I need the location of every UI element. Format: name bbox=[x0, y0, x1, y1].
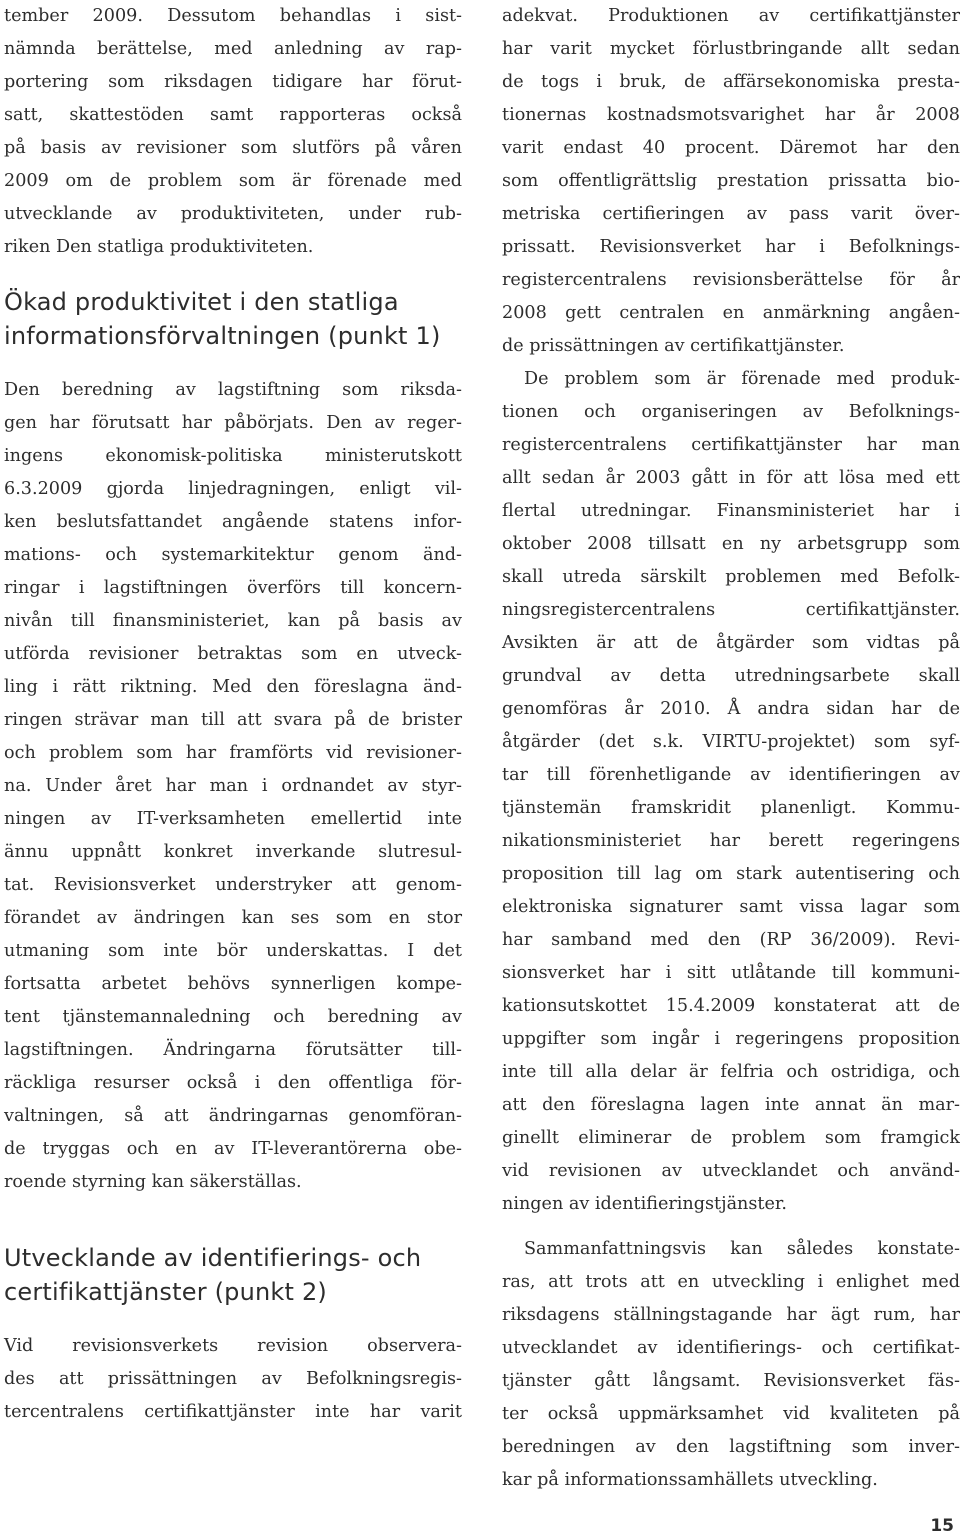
intro-paragraph bbox=[4, 0, 462, 264]
text-line: ginellt eliminerar de problem som framgick bbox=[502, 1128, 960, 1148]
text-line: skall utreda särskilt problemen med Befolk- bbox=[502, 567, 960, 587]
text-line: riken Den statliga produktiviteten. bbox=[4, 237, 314, 257]
text-line: prissatt. Revisionsverket har i Befolknings- bbox=[502, 237, 960, 257]
text-line: 2008 gett centralen en anmärkning angåen- bbox=[502, 303, 960, 323]
text-line: har varit mycket förlustbringande allt sedan bbox=[502, 39, 960, 59]
text-line: roende styrning kan säkerställas. bbox=[4, 1172, 302, 1192]
text-line: att den föreslagna lagen inte annat än mar- bbox=[502, 1095, 960, 1115]
text-line: mations- och systemarkitektur genom änd- bbox=[4, 545, 462, 565]
text-line: des att prissättningen av Befolkningsregis- bbox=[4, 1369, 462, 1389]
text-line: ling i rätt riktning. Med den föreslagna änd- bbox=[4, 677, 462, 697]
text-line: registercentralens revisionsberättelse för år bbox=[502, 270, 960, 290]
text-line: sionsverket har i sitt utlåtande till kommuni- bbox=[502, 963, 960, 983]
section-heading-identification bbox=[4, 1241, 462, 1309]
text-line: adekvat. Produktionen av certifikattjänster bbox=[502, 6, 960, 26]
text-line: utvecklande av produktiviteten, under rub- bbox=[4, 204, 462, 224]
paragraph-problems bbox=[502, 363, 960, 1221]
text-line: na. Under året har man i ordnandet av styr- bbox=[4, 776, 462, 796]
text-line: oktober 2008 tillsatt en ny arbetsgrupp som bbox=[502, 534, 960, 554]
text-line: förandet av ändringen kan ses som en stor bbox=[4, 908, 462, 928]
text-line: lagstiftningen. Ändringarna förutsätter till- bbox=[4, 1040, 462, 1060]
text-line: tionen och organiseringen av Befolknings- bbox=[502, 402, 960, 422]
text-line: 2009 om de problem som är förenade med bbox=[4, 171, 462, 191]
text-line: 6.3.2009 gjorda linjedragningen, enligt vil- bbox=[4, 479, 462, 499]
text-line: nämnda berättelse, med anledning av rap- bbox=[4, 39, 462, 59]
text-line: och problem som har framförts vid revisioner- bbox=[4, 743, 462, 763]
text-line: räckliga resurser också i den offentliga för- bbox=[4, 1073, 462, 1093]
text-line: har samband med den (RP 36/2009). Revi- bbox=[502, 930, 960, 950]
text-line: Avsikten är att de åtgärder som vidtas på bbox=[502, 633, 960, 653]
text-line: varit endast 40 procent. Däremot har den bbox=[502, 138, 960, 158]
text-line: allt sedan år 2003 gått in för att lösa med ett bbox=[502, 468, 960, 488]
text-line: grundval av detta utredningsarbete skall bbox=[502, 666, 960, 686]
section-productivity-body bbox=[4, 374, 462, 1199]
text-line: kationsutskottet 15.4.2009 konstaterat att de bbox=[502, 996, 960, 1016]
text-line: ringar i lagstiftningen överförs till koncern- bbox=[4, 578, 462, 598]
text-line: De problem som är förenade med produk- bbox=[524, 369, 960, 389]
text-line: de tryggas och en av IT-leverantörerna obe- bbox=[4, 1139, 462, 1159]
text-line: ningsregistercentralens certifikattjänster. bbox=[502, 600, 960, 620]
text-line: genomföras år 2010. Å andra sidan har de bbox=[502, 699, 960, 719]
text-line: nikationsministeriet har berett regeringens bbox=[502, 831, 960, 851]
text-line: tar till förenhetligande av identifieringen av bbox=[502, 765, 960, 785]
text-line: tember 2009. Dessutom behandlas i sist- bbox=[4, 6, 462, 26]
text-line: gen har förutsatt har påbörjats. Den av reger- bbox=[4, 413, 462, 433]
section-heading-productivity bbox=[4, 285, 462, 353]
text-line: på basis av revisioner som slutförs på våren bbox=[4, 138, 462, 158]
section-identification-body bbox=[4, 1330, 462, 1429]
text-line: tercentralens certifikattjänster inte har varit bbox=[4, 1402, 462, 1422]
text-line: åtgärder (det s.k. VIRTU-projektet) som syf- bbox=[502, 732, 960, 752]
text-line: uppgifter som ingår i regeringens proposition bbox=[502, 1029, 960, 1049]
text-line: tat. Revisionsverket understryker att genom- bbox=[4, 875, 462, 895]
heading-line: certifikattjänster (punkt 2) bbox=[4, 1278, 327, 1306]
text-line: ken beslutsfattandet angående statens infor- bbox=[4, 512, 462, 532]
text-line: portering som riksdagen tidigare har förut- bbox=[4, 72, 462, 92]
heading-line: Ökad produktivitet i den statliga bbox=[4, 288, 399, 316]
text-line: de prissättningen av certifikattjänster. bbox=[502, 336, 845, 356]
text-line: ter också uppmärksamhet vid kvaliteten på bbox=[502, 1404, 960, 1424]
text-line: de togs i bruk, de affärsekonomiska presta- bbox=[502, 72, 960, 92]
text-line: inte till alla delar är felfria och ostridiga, och bbox=[502, 1062, 960, 1082]
text-line: ningen av IT-verksamheten emellertid inte bbox=[4, 809, 462, 829]
text-line: tionernas kostnadsmotsvarighet har år 2008 bbox=[502, 105, 960, 125]
page-number: 15 bbox=[930, 1516, 954, 1536]
text-line: metriska certifieringen av pass varit över- bbox=[502, 204, 960, 224]
text-line: tent tjänstemannaledning och beredning av bbox=[4, 1007, 462, 1027]
text-line: Den beredning av lagstiftning som riksda- bbox=[4, 380, 462, 400]
text-line: kar på informationssamhällets utveckling. bbox=[502, 1470, 878, 1490]
right-column bbox=[502, 0, 960, 1497]
text-line: utmaning som inte bör underskattas. I det bbox=[4, 941, 462, 961]
text-line: ingens ekonomisk-politiska ministerutskott bbox=[4, 446, 462, 466]
text-line: beredningen av den lagstiftning som inver- bbox=[502, 1437, 960, 1457]
text-line: utförda revisioner betraktas som en utveck- bbox=[4, 644, 462, 664]
heading-line: informationsförvaltningen (punkt 1) bbox=[4, 322, 441, 350]
text-line: tjänster gått långsamt. Revisionsverket fäs- bbox=[502, 1371, 960, 1391]
heading-line: Utvecklande av identifierings- och bbox=[4, 1244, 422, 1272]
paragraph-summary bbox=[502, 1233, 960, 1497]
text-line: som offentligrättslig prestation prissatta bio- bbox=[502, 171, 960, 191]
left-column bbox=[4, 0, 462, 1429]
text-line: registercentralens certifikattjänster har man bbox=[502, 435, 960, 455]
text-line: nivån till finansministeriet, kan på basis av bbox=[4, 611, 462, 631]
text-line: tjänstemän framskridit planenligt. Kommu- bbox=[502, 798, 960, 818]
text-line: valtningen, så att ändringarnas genomföran- bbox=[4, 1106, 462, 1126]
text-line: proposition till lag om stark autentisering och bbox=[502, 864, 960, 884]
text-line: Vid revisionsverkets revision observera- bbox=[4, 1336, 462, 1356]
text-line: ringen strävar man till att svara på de brister bbox=[4, 710, 462, 730]
text-line: ningen av identifieringstjänster. bbox=[502, 1194, 787, 1214]
text-line: fortsatta arbetet behövs synnerligen kompe- bbox=[4, 974, 462, 994]
text-line: ras, att trots att en utveckling i enlighet med bbox=[502, 1272, 960, 1292]
text-line: vid revisionen av utvecklandet och använd- bbox=[502, 1161, 960, 1181]
text-line: satt, skattestöden samt rapporteras också bbox=[4, 105, 462, 125]
text-line: riksdagens ställningstagande har ägt rum, har bbox=[502, 1305, 960, 1325]
text-line: utvecklandet av identifierings- och certifikat- bbox=[502, 1338, 960, 1358]
text-line: elektroniska signaturer samt vissa lagar som bbox=[502, 897, 960, 917]
text-line: Sammanfattningsvis kan således konstate- bbox=[524, 1239, 960, 1259]
text-line: flertal utredningar. Finansministeriet har i bbox=[502, 501, 960, 521]
paragraph-pricing bbox=[502, 0, 960, 363]
text-line: ännu uppnått konkret inverkande slutresul- bbox=[4, 842, 462, 862]
